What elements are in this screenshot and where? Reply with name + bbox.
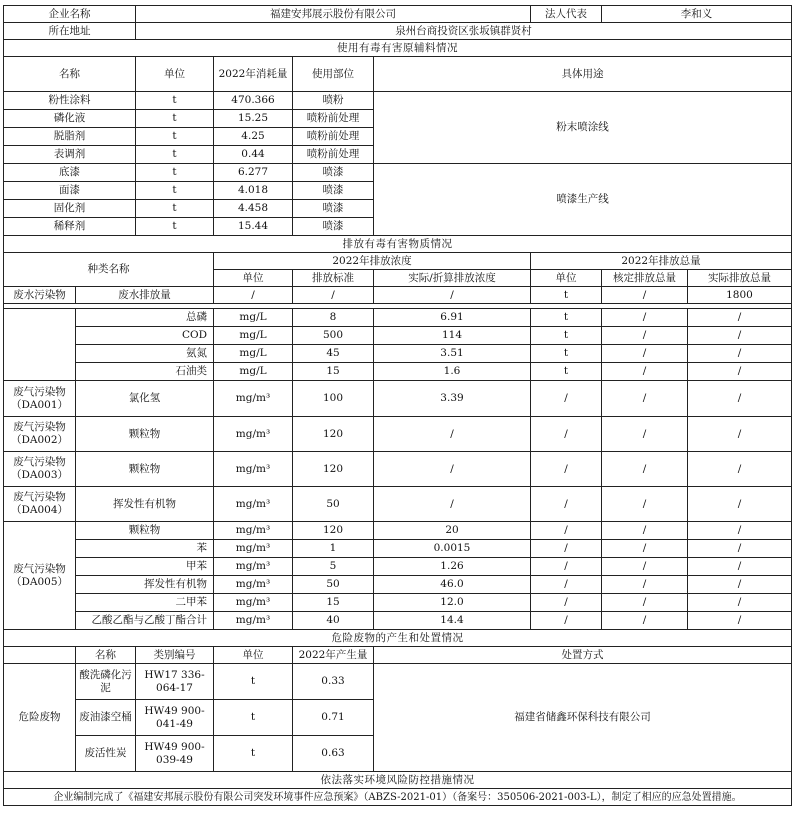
pollutant-total: /: [688, 487, 792, 522]
material-qty: 15.44: [214, 218, 293, 236]
pollutant-total: /: [688, 363, 792, 381]
pollutant-total-unit: /: [531, 612, 602, 630]
emissions-section-title: 排放有毒有害物质情况: [4, 236, 792, 253]
pollutant-approved: /: [602, 558, 688, 576]
material-unit: t: [136, 200, 214, 218]
pollutant-total-unit: /: [531, 594, 602, 612]
pollutant-std: 500: [293, 327, 374, 345]
pollutant-approved: /: [602, 417, 688, 452]
pollutant-actual: 0.0015: [374, 540, 531, 558]
material-name: 底漆: [4, 164, 136, 182]
material-part: 喷粉: [293, 92, 374, 110]
address-label: 所在地址: [4, 23, 136, 40]
pollutant-std: 50: [293, 576, 374, 594]
gas-outlet-category-name: 废气污染物: [13, 491, 66, 503]
pollutant-actual: 1.26: [374, 558, 531, 576]
wastewater-volume-total_unit: t: [531, 287, 602, 304]
material-qty: 4.458: [214, 200, 293, 218]
wastewater-item-row: [4, 345, 792, 363]
material-qty: 6.277: [214, 164, 293, 182]
material-qty: 4.25: [214, 128, 293, 146]
emissions-total-header: 2022年排放总量: [531, 253, 792, 270]
address-value: 泉州台商投资区张坂镇群贤村: [136, 23, 792, 40]
hazardous-code: HW49 900-041-49: [136, 700, 214, 736]
company-name-value: 福建安邦展示股份有限公司: [136, 6, 531, 23]
pollutant-actual: 3.39: [374, 381, 531, 417]
hazardous-qty: 0.33: [293, 664, 374, 700]
pollutant-total: /: [688, 345, 792, 363]
emissions-header-row-1: [4, 253, 792, 270]
pollutant-std: 40: [293, 612, 374, 630]
pollutant-unit: mg/m³: [214, 576, 293, 594]
pollutant-total: /: [688, 576, 792, 594]
pollutant-total-unit: /: [531, 381, 602, 417]
gas-item-row: [4, 594, 792, 612]
pollutant-name: 氨氮: [76, 345, 214, 363]
emissions-sub-header: 实际排放总量: [688, 270, 792, 287]
pollutant-unit: mg/m³: [214, 594, 293, 612]
pollutant-name: 苯: [76, 540, 214, 558]
material-purpose-paint: 喷漆生产线: [374, 164, 792, 236]
gas-item-row: [4, 612, 792, 630]
pollutant-std: 8: [293, 309, 374, 327]
emissions-sub-header: 单位: [214, 270, 293, 287]
pollutant-approved: /: [602, 594, 688, 612]
pollutant-total-unit: t: [531, 327, 602, 345]
info-table: [3, 5, 792, 806]
pollutant-std: 45: [293, 345, 374, 363]
hazardous-section-title: 危险废物的产生和处置情况: [4, 630, 792, 647]
hazardous-header-row: [4, 647, 792, 664]
pollutant-total: /: [688, 309, 792, 327]
hazardous-header-qty: 2022年产生量: [293, 647, 374, 664]
material-unit: t: [136, 218, 214, 236]
material-unit: t: [136, 182, 214, 200]
pollutant-approved: /: [602, 612, 688, 630]
gas-outlet-category: [4, 381, 76, 417]
pollutant-total-unit: /: [531, 522, 602, 540]
emissions-sub-header: 核定排放总量: [602, 270, 688, 287]
pollutant-name: 氯化氢: [76, 381, 214, 417]
gas-item-row: [4, 452, 792, 487]
pollutant-unit: mg/m³: [214, 612, 293, 630]
wastewater-volume-unit: /: [214, 287, 293, 304]
materials-header-qty: 2022年消耗量: [214, 57, 293, 92]
wastewater-volume-std: /: [293, 287, 374, 304]
gas-outlet-category-name: 废气污染物: [13, 421, 66, 433]
risk-text: 企业编制完成了《福建安邦展示股份有限公司突发环境事件应急预案》（ABZS-2021-01）（备案号：350506-2021-003-L），制定了相应的应急处置措施。: [4, 789, 792, 806]
pollutant-unit: mg/L: [214, 363, 293, 381]
pollutant-approved: /: [602, 381, 688, 417]
wastewater-item-row: [4, 327, 792, 345]
pollutant-total: /: [688, 558, 792, 576]
materials-header-part: 使用部位: [293, 57, 374, 92]
material-unit: t: [136, 146, 214, 164]
pollutant-unit: mg/m³: [214, 558, 293, 576]
pollutant-approved: /: [602, 345, 688, 363]
pollutant-std: 15: [293, 363, 374, 381]
pollutant-actual: /: [374, 452, 531, 487]
pollutant-approved: /: [602, 540, 688, 558]
emissions-section-row: [4, 236, 792, 253]
address-row: [4, 23, 792, 40]
wastewater-volume-total: 1800: [688, 287, 792, 304]
pollutant-actual: 46.0: [374, 576, 531, 594]
pollutant-total: /: [688, 452, 792, 487]
emissions-type-name: 种类名称: [4, 253, 214, 287]
pollutant-unit: mg/L: [214, 309, 293, 327]
gas-outlet-category: [4, 487, 76, 522]
pollutant-std: 120: [293, 452, 374, 487]
hazardous-unit: t: [214, 700, 293, 736]
material-qty: 15.25: [214, 110, 293, 128]
material-qty: 4.018: [214, 182, 293, 200]
gas-outlet-category: [4, 417, 76, 452]
material-unit: t: [136, 110, 214, 128]
pollutant-unit: mg/m³: [214, 540, 293, 558]
gas-item-row: [4, 540, 792, 558]
pollutant-actual: /: [374, 487, 531, 522]
pollutant-approved: /: [602, 487, 688, 522]
gas-outlet-id: （DA002）: [10, 434, 69, 446]
pollutant-approved: /: [602, 327, 688, 345]
pollutant-total: /: [688, 522, 792, 540]
pollutant-actual: 14.4: [374, 612, 531, 630]
material-unit: t: [136, 128, 214, 146]
hazardous-header-unit: 单位: [214, 647, 293, 664]
hazardous-unit: t: [214, 664, 293, 700]
material-part: 喷粉前处理: [293, 128, 374, 146]
pollutant-unit: mg/L: [214, 327, 293, 345]
pollutant-name: 挥发性有机物: [76, 487, 214, 522]
pollutant-total-unit: /: [531, 452, 602, 487]
pollutant-unit: mg/m³: [214, 381, 293, 417]
gas-outlet-category: [4, 452, 76, 487]
gas-item-row: [4, 522, 792, 540]
pollutant-std: 120: [293, 417, 374, 452]
material-unit: t: [136, 164, 214, 182]
material-part: 喷漆: [293, 164, 374, 182]
pollutant-actual: 114: [374, 327, 531, 345]
gas-item-row: [4, 576, 792, 594]
pollutant-name: 石油类: [76, 363, 214, 381]
hazardous-name: 废油漆空桶: [76, 700, 136, 736]
legal-rep-value: 李和义: [602, 6, 792, 23]
wastewater-volume-row: [4, 287, 792, 304]
pollutant-name: 挥发性有机物: [76, 576, 214, 594]
materials-header-purpose: 具体用途: [374, 57, 792, 92]
material-qty: 0.44: [214, 146, 293, 164]
pollutant-unit: mg/L: [214, 345, 293, 363]
wastewater-item-row: [4, 363, 792, 381]
material-part: 喷漆: [293, 200, 374, 218]
pollutant-name: 颗粒物: [76, 417, 214, 452]
risk-text-row: [4, 789, 792, 806]
pollutant-total-unit: t: [531, 363, 602, 381]
pollutant-unit: mg/m³: [214, 452, 293, 487]
pollutant-name: 颗粒物: [76, 452, 214, 487]
material-name: 表调剂: [4, 146, 136, 164]
wastewater-volume-approved: /: [602, 287, 688, 304]
hazardous-code: HW17 336-064-17: [136, 664, 214, 700]
pollutant-total-unit: t: [531, 345, 602, 363]
pollutant-name: COD: [76, 327, 214, 345]
legal-rep-label: 法人代表: [531, 6, 602, 23]
wastewater-category: 废水污染物: [4, 287, 76, 304]
wastewater-volume-name: 废水排放量: [76, 287, 214, 304]
pollutant-total: /: [688, 540, 792, 558]
pollutant-std: 120: [293, 522, 374, 540]
pollutant-total: /: [688, 327, 792, 345]
gas-outlet-id: （DA005）: [10, 575, 69, 588]
info-table-body: [4, 6, 792, 806]
pollutant-total: /: [688, 381, 792, 417]
pollutant-name: 乙酸乙酯与乙酸丁酯合计: [76, 612, 214, 630]
pollutant-total-unit: t: [531, 309, 602, 327]
material-part: 喷粉前处理: [293, 110, 374, 128]
pollutant-actual: 1.6: [374, 363, 531, 381]
pollutant-std: 100: [293, 381, 374, 417]
material-name: 稀释剂: [4, 218, 136, 236]
material-part: 喷漆: [293, 218, 374, 236]
pollutant-approved: /: [602, 522, 688, 540]
emissions-sub-header: 单位: [531, 270, 602, 287]
gas-item-row: [4, 558, 792, 576]
gas-outlet-category-name: 废气污染物: [13, 385, 66, 398]
gas-item-row: [4, 487, 792, 522]
materials-header-name: 名称: [4, 57, 136, 92]
emissions-sub-header: 实际/折算排放浓度: [374, 270, 531, 287]
hazardous-code: HW49 900-039-49: [136, 736, 214, 772]
hazardous-unit: t: [214, 736, 293, 772]
pollutant-std: 50: [293, 487, 374, 522]
pollutant-std: 5: [293, 558, 374, 576]
pollutant-total-unit: /: [531, 558, 602, 576]
material-name: 磷化液: [4, 110, 136, 128]
pollutant-total-unit: /: [531, 540, 602, 558]
gas-outlet-id: （DA003）: [10, 469, 69, 481]
pollutant-total: /: [688, 612, 792, 630]
material-part: 喷粉前处理: [293, 146, 374, 164]
materials-header-row: [4, 57, 792, 92]
material-part: 喷漆: [293, 182, 374, 200]
pollutant-actual: 12.0: [374, 594, 531, 612]
hazardous-header-blank: [4, 647, 76, 664]
hazardous-row: [4, 664, 792, 700]
wastewater-item-row: [4, 309, 792, 327]
gas-outlet-category-name: 废气污染物: [13, 456, 66, 468]
pollutant-unit: mg/m³: [214, 487, 293, 522]
pollutant-total-unit: /: [531, 576, 602, 594]
pollutant-name: 颗粒物: [76, 522, 214, 540]
company-name-label: 企业名称: [4, 6, 136, 23]
hazardous-category: 危险废物: [4, 664, 76, 772]
material-name: 固化剂: [4, 200, 136, 218]
pollutant-name: 甲苯: [76, 558, 214, 576]
hazardous-qty: 0.71: [293, 700, 374, 736]
emissions-conc-header: 2022年排放浓度: [214, 253, 531, 270]
pollutant-std: 15: [293, 594, 374, 612]
hazardous-disposal: 福建省储鑫环保科技有限公司: [374, 664, 792, 772]
pollutant-actual: 6.91: [374, 309, 531, 327]
hazardous-header-code: 类别编号: [136, 647, 214, 664]
pollutant-total: /: [688, 594, 792, 612]
pollutant-unit: mg/m³: [214, 522, 293, 540]
pollutant-total-unit: /: [531, 417, 602, 452]
wastewater-volume-actual: /: [374, 287, 531, 304]
pollutant-name: 总磷: [76, 309, 214, 327]
wastewater-items-category: [4, 309, 76, 381]
gas-outlet-category-name: 废气污染物: [13, 562, 66, 575]
company-row: [4, 6, 792, 23]
pollutant-approved: /: [602, 363, 688, 381]
pollutant-approved: /: [602, 452, 688, 487]
hazardous-header-disposal: 处置方式: [374, 647, 792, 664]
hazardous-qty: 0.63: [293, 736, 374, 772]
material-name: 脱脂剂: [4, 128, 136, 146]
material-unit: t: [136, 92, 214, 110]
pollutant-unit: mg/m³: [214, 417, 293, 452]
gas-outlet-id: （DA004）: [10, 504, 69, 516]
pollutant-actual: /: [374, 417, 531, 452]
hazardous-name: 废活性炭: [76, 736, 136, 772]
hazardous-section-row: [4, 630, 792, 647]
pollutant-approved: /: [602, 576, 688, 594]
material-row: [4, 92, 792, 110]
material-qty: 470.366: [214, 92, 293, 110]
material-row: [4, 164, 792, 182]
pollutant-approved: /: [602, 309, 688, 327]
emissions-sub-header: 排放标准: [293, 270, 374, 287]
hazardous-name: 酸洗磷化污泥: [76, 664, 136, 700]
risk-section-row: [4, 772, 792, 789]
pollutant-actual: 3.51: [374, 345, 531, 363]
pollutant-total: /: [688, 417, 792, 452]
material-purpose-powder: 粉末喷涂线: [374, 92, 792, 164]
risk-section-title: 依法落实环境风险防控措施情况: [4, 772, 792, 789]
materials-header-unit: 单位: [136, 57, 214, 92]
material-name: 面漆: [4, 182, 136, 200]
gas-item-row: [4, 417, 792, 452]
material-name: 粉性涂料: [4, 92, 136, 110]
materials-section-row: [4, 40, 792, 57]
pollutant-total-unit: /: [531, 487, 602, 522]
gas-outlet-id: （DA001）: [10, 398, 69, 411]
gas-item-row: [4, 381, 792, 417]
pollutant-actual: 20: [374, 522, 531, 540]
gas-outlet-category: [4, 522, 76, 630]
hazardous-header-name: 名称: [76, 647, 136, 664]
pollutant-name: 二甲苯: [76, 594, 214, 612]
materials-section-title: 使用有毒有害原辅料情况: [4, 40, 792, 57]
pollutant-std: 1: [293, 540, 374, 558]
